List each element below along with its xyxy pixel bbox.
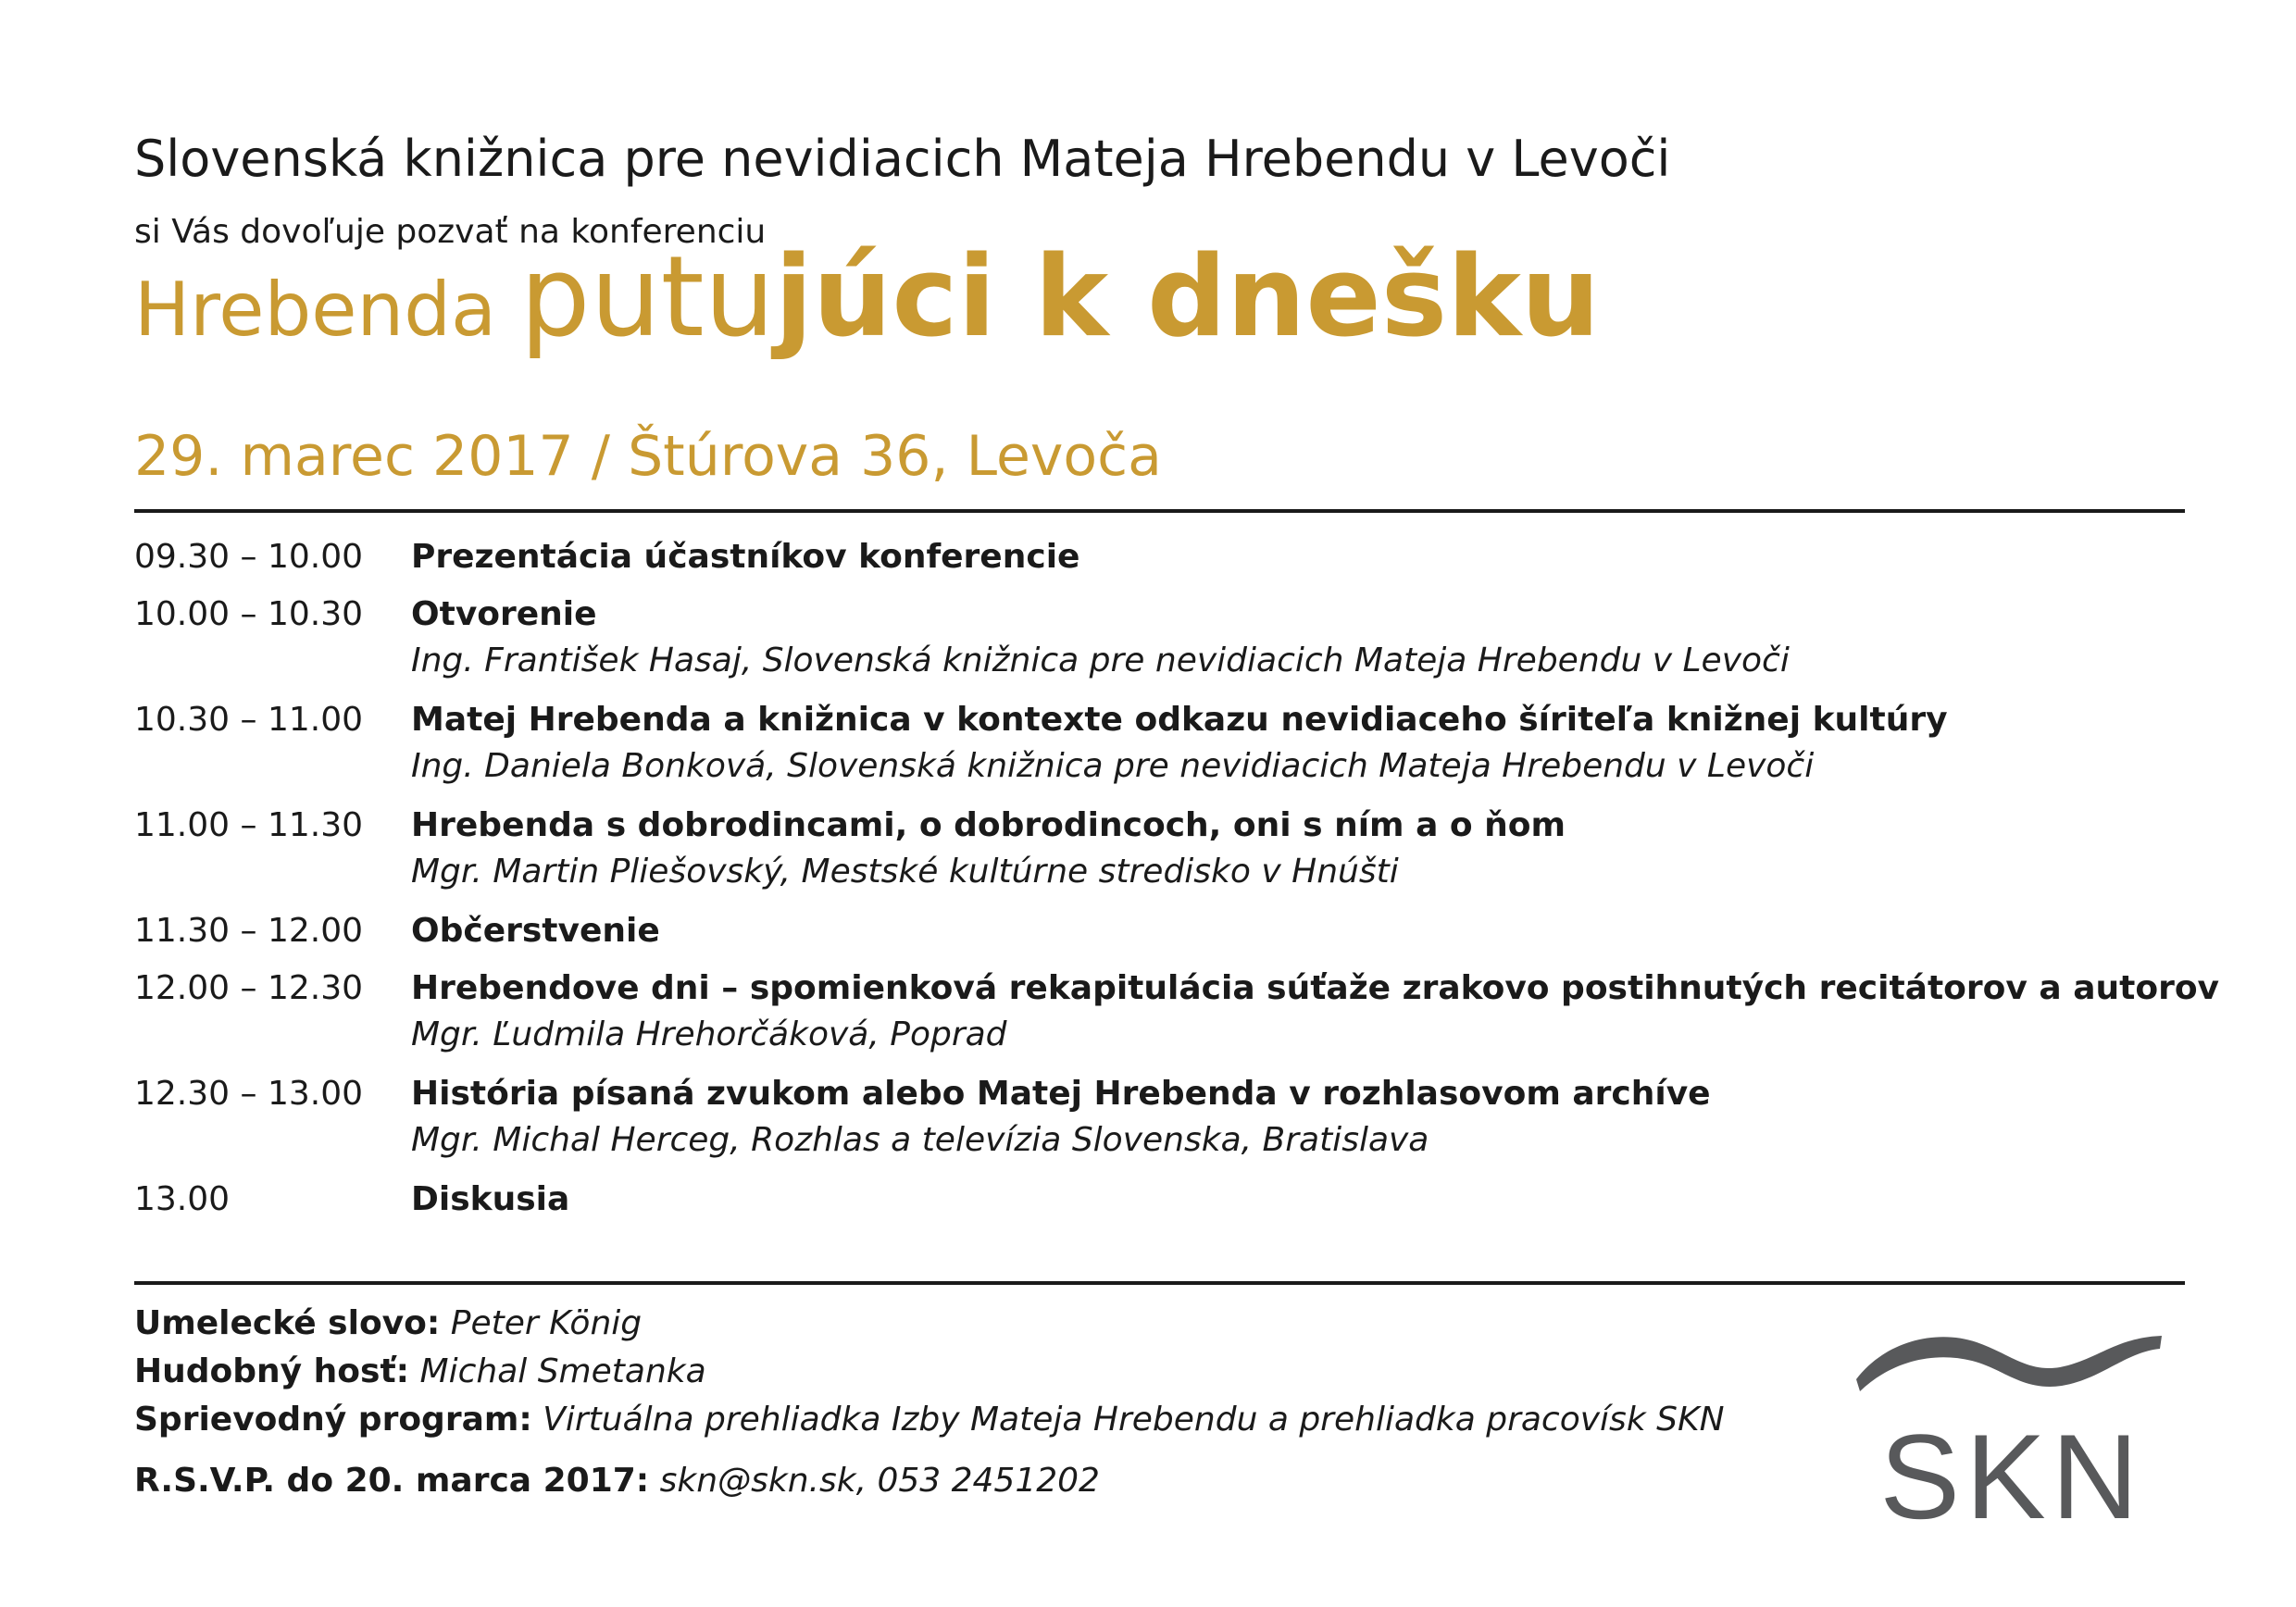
title-part-1: Hrebenda [134,267,520,353]
agenda-title: Matej Hrebenda a knižnica v kontexte odkazu nevidiaceho šíriteľa knižnej kultúry [411,701,1948,739]
invitation-text: si Vás dovoľuje pozvať na konferenciu [134,213,767,251]
agenda-time: 11.30 – 12.00 [134,912,364,950]
agenda-item [134,592,2185,685]
agenda-title: Prezentácia účastníkov konferencie [411,538,1080,576]
agenda-time: 13.00 [134,1180,231,1218]
divider-bottom [134,1281,2185,1285]
agenda-item [134,1177,2185,1222]
skn-logo-icon [1847,1291,2180,1541]
agenda-item [134,966,2220,1059]
skn-logo [1847,1291,2180,1541]
agenda-item [134,535,2185,579]
agenda-list [134,535,2220,1235]
divider-top [134,509,2185,513]
art-value: Peter König [450,1304,643,1342]
agenda-speaker: Ing. František Hasaj, Slovenská knižnica pre nevidiacich Mateja Hrebendu v Levoči [411,642,1790,679]
title-part-2: putu [519,233,775,362]
agenda-title: Diskusia [411,1180,570,1218]
music-label: Hudobný hosť: [134,1352,410,1390]
agenda-time: 10.30 – 11.00 [134,701,364,739]
conference-title [134,233,1601,362]
agenda-time: 11.00 – 11.30 [134,806,364,844]
agenda-time: 12.30 – 13.00 [134,1075,364,1113]
rsvp-label: R.S.V.P. do 20. marca 2017: [134,1462,650,1500]
agenda-title: Hrebenda s dobrodincami, o dobrodincoch, oni s ním a o ňom [411,806,1566,844]
agenda-speaker: Mgr. Martin Pliešovský, Mestské kultúrne stredisko v Hnúšti [411,853,1399,891]
rsvp-email[interactable]: skn@skn.sk [659,1462,856,1500]
agenda-item [134,909,2185,953]
agenda-time: 10.00 – 10.30 [134,595,364,633]
organization-name: Slovenská knižnica pre nevidiacich Mateja Hrebendu v Levoči [134,130,1671,188]
art-label: Umelecké slovo: [134,1304,441,1342]
footer-info [134,1300,1725,1505]
art-line [134,1300,1725,1348]
agenda-speaker: Ing. Daniela Bonková, Slovenská knižnica pre nevidiacich Mateja Hrebendu v Levoči [411,747,1815,785]
program-value: Virtuálna prehliadka Izby Mateja Hrebendu a prehliadka pracovísk SKN [543,1401,1725,1439]
agenda-speaker: Mgr. Michal Herceg, Rozhlas a televízia Slovenska, Bratislava [411,1121,1429,1159]
agenda-item [134,804,2185,896]
date-place: 29. marec 2017 / Štúrova 36, Levoča [134,424,1162,489]
program-line [134,1396,1725,1444]
logo-text: SKN [1879,1409,2144,1541]
invitation-page [134,0,2220,1607]
agenda-title: Občerstvenie [411,912,660,950]
logo-wave [1856,1336,2162,1391]
agenda-item [134,698,2185,791]
agenda-title: História písaná zvukom alebo Matej Hrebenda v rozhlasovom archíve [411,1075,1711,1113]
program-label: Sprievodný program: [134,1401,532,1439]
agenda-time: 09.30 – 10.00 [134,538,364,576]
music-line [134,1348,1725,1396]
title-part-3: júci k dnešku [774,233,1601,362]
music-value: Michal Smetanka [419,1352,706,1390]
agenda-item [134,1072,2185,1165]
rsvp-line [134,1457,1725,1505]
agenda-time: 12.00 – 12.30 [134,969,364,1007]
agenda-speaker: Mgr. Ľudmila Hrehorčáková, Poprad [411,1015,1007,1053]
rsvp-phone: , 053 2451202 [855,1462,1100,1500]
agenda-title: Otvorenie [411,595,597,633]
agenda-title: Hrebendove dni – spomienková rekapitulácia súťaže zrakovo postihnutých recitátorov a autorov [411,969,2220,1007]
